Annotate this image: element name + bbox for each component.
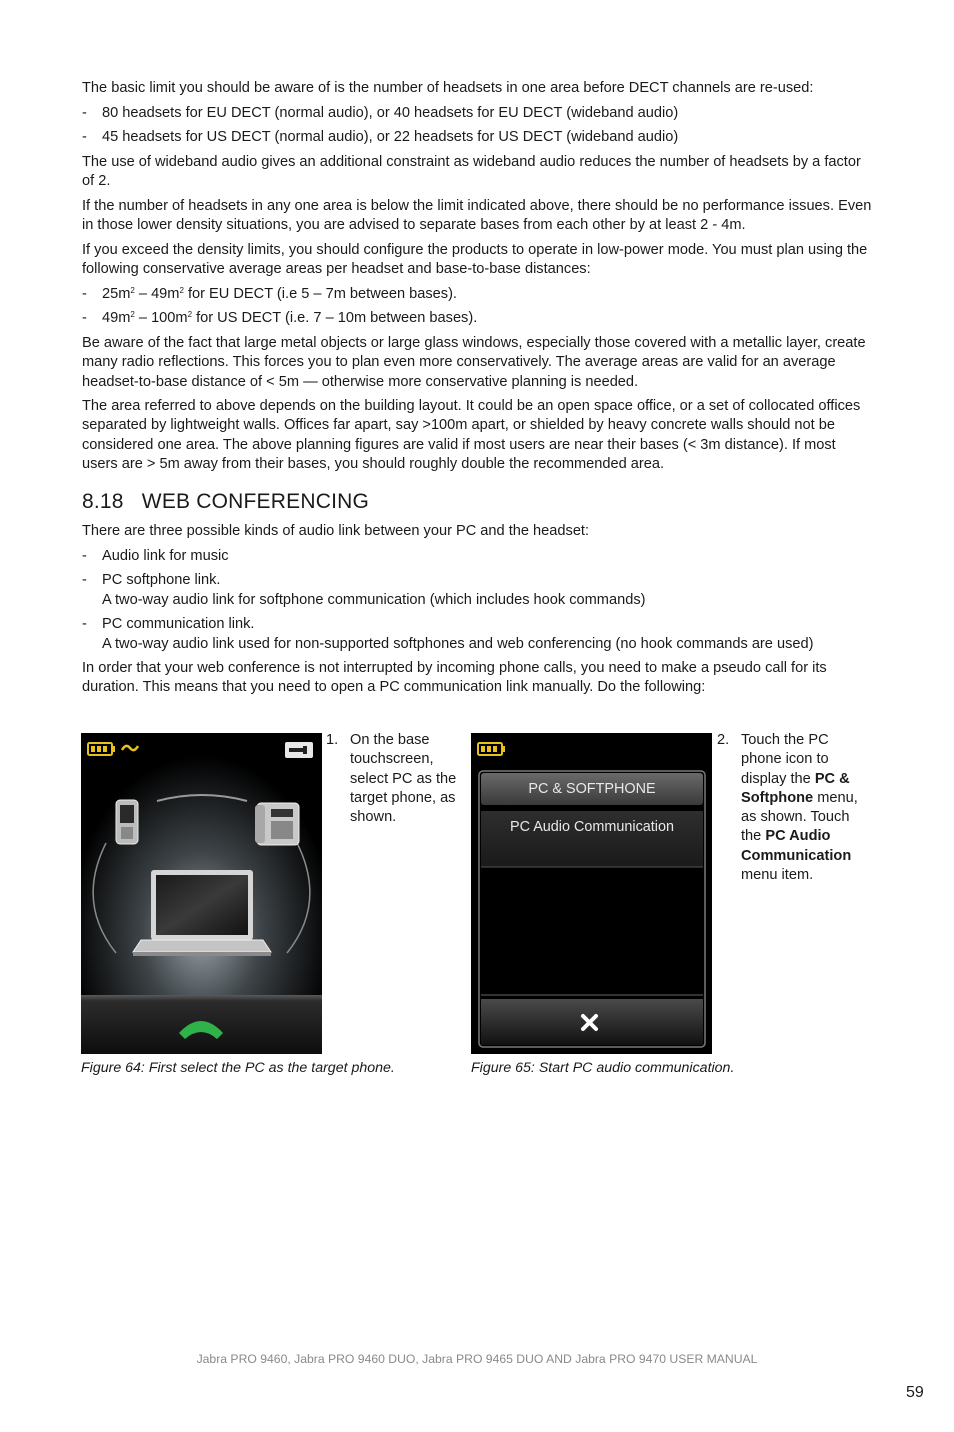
- paragraph-wideband: The use of wideband audio gives an additional constraint as wideband audio reduces the number of headsets by a factor of 2.: [82, 154, 861, 190]
- section-intro: There are three possible kinds of audio link between your PC and the headset:: [82, 523, 590, 539]
- page-number: 59: [906, 1384, 924, 1401]
- desk-phone-icon: [255, 803, 299, 845]
- footer-manual-title: Jabra PRO 9460, Jabra PRO 9460 DUO, Jabra PRO 9465 DUO AND Jabra PRO 9470 USER MANUAL: [196, 1352, 758, 1366]
- battery-icon: [478, 743, 505, 755]
- menu-item-pc-audio-communication[interactable]: PC Audio Communication: [510, 819, 674, 835]
- section-outro: In order that your web conference is not interrupted by incoming phone calls, you need to make a pseudo call for its duration. This means that you need to open a PC communication link manually. Do the following:: [82, 660, 827, 696]
- figure-64-screenshot: [81, 733, 322, 1054]
- mobile-phone-icon: [116, 800, 138, 844]
- settings-icon: [285, 742, 313, 758]
- paragraph-performance: If the number of headsets in any one area is below the limit indicated above, there should be no performance issues. Even in those lower density situations, you are advised to separate bases from each other by at least 2 - 4m.: [82, 198, 872, 234]
- figure-65-screenshot: [471, 733, 712, 1054]
- paragraph-density: If you exceed the density limits, you should configure the products to operate in low-power mode. You must plan using the following conservative average areas per headset and base-to-base distances:: [82, 242, 868, 278]
- menu-header-pc-softphone[interactable]: PC & SOFTPHONE: [528, 781, 656, 797]
- paragraph-reflections: Be aware of the fact that large metal objects or large glass windows, especially those covered with a metallic layer, create many radio reflections. This forces you to plan even more conservatively. The average areas are valid for an average headset-to-base distance of < 5m — otherwise more conservative planning is needed.: [82, 335, 866, 390]
- figure-64-caption: Figure 64: First select the PC as the target phone.: [81, 1060, 395, 1076]
- laptop-icon: [133, 870, 271, 956]
- figure-65-caption: Figure 65: Start PC audio communication.: [471, 1060, 735, 1076]
- section-heading: 8.18 WEB CONFERENCING: [82, 490, 370, 513]
- paragraph-channel-limit: The basic limit you should be aware of is the number of headsets in one area before DECT channels are re-used:: [82, 80, 814, 96]
- paragraph-building-layout: The area referred to above depends on the building layout. It could be an open space office, or a set of collocated offices separated by lightweight walls. Offices far apart, say >100m apart, or shielded by heavy concrete walls should not be considered one area. The above planning figures are valid if most users are near their bases (< 3m distance). If most users are > 5m away from their bases, you should roughly double the recommended area.: [82, 398, 861, 473]
- base-touchscreen-illustration: [81, 733, 322, 1054]
